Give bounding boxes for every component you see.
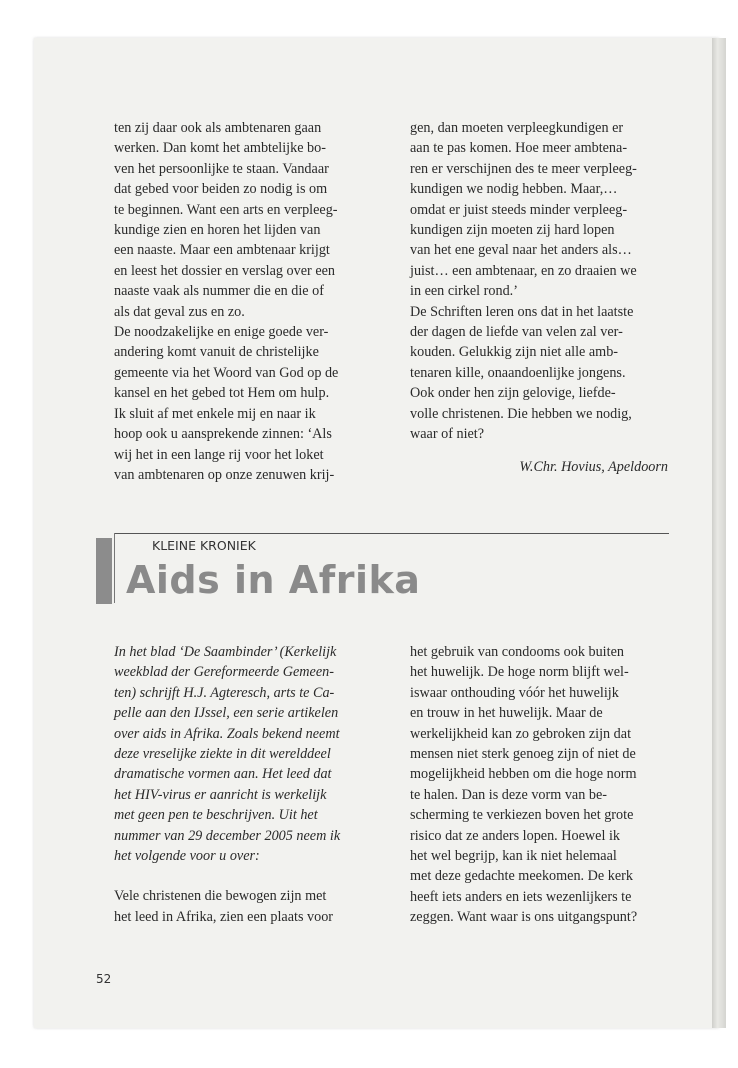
text-line: een naaste. Maar een ambtenaar krijgt bbox=[114, 242, 330, 259]
intro-line: deze vreselijke ziekte in dit werelddeel bbox=[114, 746, 331, 763]
text-line: werken. Dan komt het ambtelijke bo- bbox=[114, 140, 326, 157]
text-line: hoop ook u aansprekende zinnen: ‘Als bbox=[114, 426, 332, 443]
section-rule bbox=[115, 533, 669, 534]
text-line: het leed in Afrika, zien een plaats voor bbox=[114, 908, 334, 925]
text-line: het wel begrijp, kan ik niet helemaal bbox=[410, 848, 617, 865]
article-intro bbox=[114, 642, 340, 866]
text-line: wij het in een lange rij voor het loket bbox=[114, 446, 324, 463]
intro-line: het HIV-virus er aanricht is werkelijk bbox=[114, 786, 327, 803]
page-edge bbox=[712, 38, 726, 1028]
intro-line: dramatische vormen aan. Het leed dat bbox=[114, 766, 332, 783]
text-line: volle christenen. Die hebben we nodig, bbox=[410, 405, 632, 422]
text-line: werkelijkheid kan zo gebroken zijn dat bbox=[410, 725, 632, 742]
top-right-column bbox=[410, 118, 668, 477]
page-number: 52 bbox=[96, 972, 112, 986]
text-line: iswaar onthouding vóór het huwelijk bbox=[410, 684, 619, 701]
text-line: omdat er juist steeds minder verpleeg- bbox=[410, 201, 628, 218]
text-line: ren er verschijnen des te meer verpleeg- bbox=[410, 160, 637, 177]
text-line: heeft iets anders en iets wezenlijkers te bbox=[410, 888, 632, 905]
text-line: het gebruik van condooms ook buiten bbox=[410, 644, 624, 660]
text-line: juist… een ambtenaar, en zo draaien we bbox=[410, 262, 637, 279]
intro-line: ten) schrijft H.J. Agteresch, arts te Ca- bbox=[114, 684, 335, 701]
text-line: gemeente via het Woord van God op de bbox=[114, 364, 339, 381]
text-line: De Schriften leren ons dat in het laatste bbox=[410, 303, 634, 320]
text-line: van het ene geval naar het anders als… bbox=[410, 242, 632, 259]
text-line: mensen niet sterk genoeg zijn of niet de bbox=[410, 746, 636, 763]
article-headline: Aids in Afrika bbox=[126, 558, 421, 602]
text-line: mogelijkheid hebben om die hoge norm bbox=[410, 766, 637, 783]
section-vertical-rule bbox=[114, 533, 115, 603]
text-line: naaste vaak als nummer die en die of bbox=[114, 283, 324, 300]
text-line: aan te pas komen. Hoe meer ambtena- bbox=[410, 140, 628, 157]
text-line: en leest het dossier en verslag over een bbox=[114, 262, 336, 279]
article-body-left bbox=[114, 886, 340, 927]
bottom-right-column bbox=[410, 642, 637, 928]
text-line: De noodzakelijke en enige goede ver- bbox=[114, 324, 329, 341]
signature: W.Chr. Hovius, Apeldoorn bbox=[519, 458, 668, 475]
section-label: KLEINE KRONIEK bbox=[152, 538, 256, 553]
intro-line: pelle aan den IJssel, een serie artikelen bbox=[114, 705, 339, 722]
text-line: van ambtenaren op onze zenuwen krij- bbox=[114, 466, 335, 483]
text-line: andering komt vanuit de christelijke bbox=[114, 344, 319, 361]
text-line: risico dat ze anders lopen. Hoewel ik bbox=[410, 827, 620, 844]
text-line: Vele christenen die bewogen zijn met bbox=[114, 888, 327, 905]
text-line: der dagen de liefde van velen zal ver- bbox=[410, 324, 623, 341]
text-line: scherming te verkiezen boven het grote bbox=[410, 807, 634, 824]
intro-line: over aids in Afrika. Zoals bekend neemt bbox=[114, 725, 340, 742]
text-line: kansel en het gebed tot Hem om hulp. bbox=[114, 385, 330, 402]
text-line: kouden. Gelukkig zijn niet alle amb- bbox=[410, 344, 619, 361]
text-line: met deze gedachte meekomen. De kerk bbox=[410, 868, 633, 885]
text-line: dat gebed voor beiden zo nodig is om bbox=[114, 181, 328, 198]
text-line: te halen. Dan is deze vorm van be- bbox=[410, 786, 607, 803]
text-line: het huwelijk. De hoge norm blijft wel- bbox=[410, 664, 629, 681]
text-line: zeggen. Want waar is ons uitgangspunt? bbox=[410, 909, 638, 926]
text-line: in een cirkel rond.’ bbox=[410, 283, 518, 300]
text-line: te beginnen. Want een arts en verpleeg- bbox=[114, 201, 338, 218]
text-line: tenaren kille, onaandoenlijke jongens. bbox=[410, 364, 626, 381]
intro-line: In het blad ‘De Saambinder’ (Kerkelijk bbox=[114, 644, 337, 660]
intro-line: met geen pen te beschrijven. Uit het bbox=[114, 807, 318, 824]
top-left-column bbox=[114, 118, 338, 485]
text-line: en trouw in het huwelijk. Maar de bbox=[410, 705, 603, 722]
text-line: Ook onder hen zijn gelovige, liefde- bbox=[410, 385, 616, 402]
text-line: kundige zien en horen het lijden van bbox=[114, 222, 321, 239]
text-line: kundigen we nodig hebben. Maar,… bbox=[410, 181, 618, 198]
text-line: als dat geval zus en zo. bbox=[114, 303, 245, 320]
text-line: ten zij daar ook als ambtenaren gaan bbox=[114, 120, 322, 136]
intro-line: weekblad der Gereformeerde Gemeen- bbox=[114, 664, 334, 681]
text-line: Ik sluit af met enkele mij en naar ik bbox=[114, 405, 316, 422]
section-bar bbox=[96, 538, 112, 604]
text-line: gen, dan moeten verpleegkundigen er bbox=[410, 120, 624, 136]
bottom-left-column bbox=[114, 642, 340, 927]
text-line: ven het persoonlijke te staan. Vandaar bbox=[114, 160, 329, 177]
text-line: waar of niet? bbox=[410, 426, 485, 443]
intro-line: nummer van 29 december 2005 neem ik bbox=[114, 827, 341, 844]
intro-line: het volgende voor u over: bbox=[114, 848, 260, 865]
text-line: kundigen zijn moeten zij hard lopen bbox=[410, 222, 615, 239]
